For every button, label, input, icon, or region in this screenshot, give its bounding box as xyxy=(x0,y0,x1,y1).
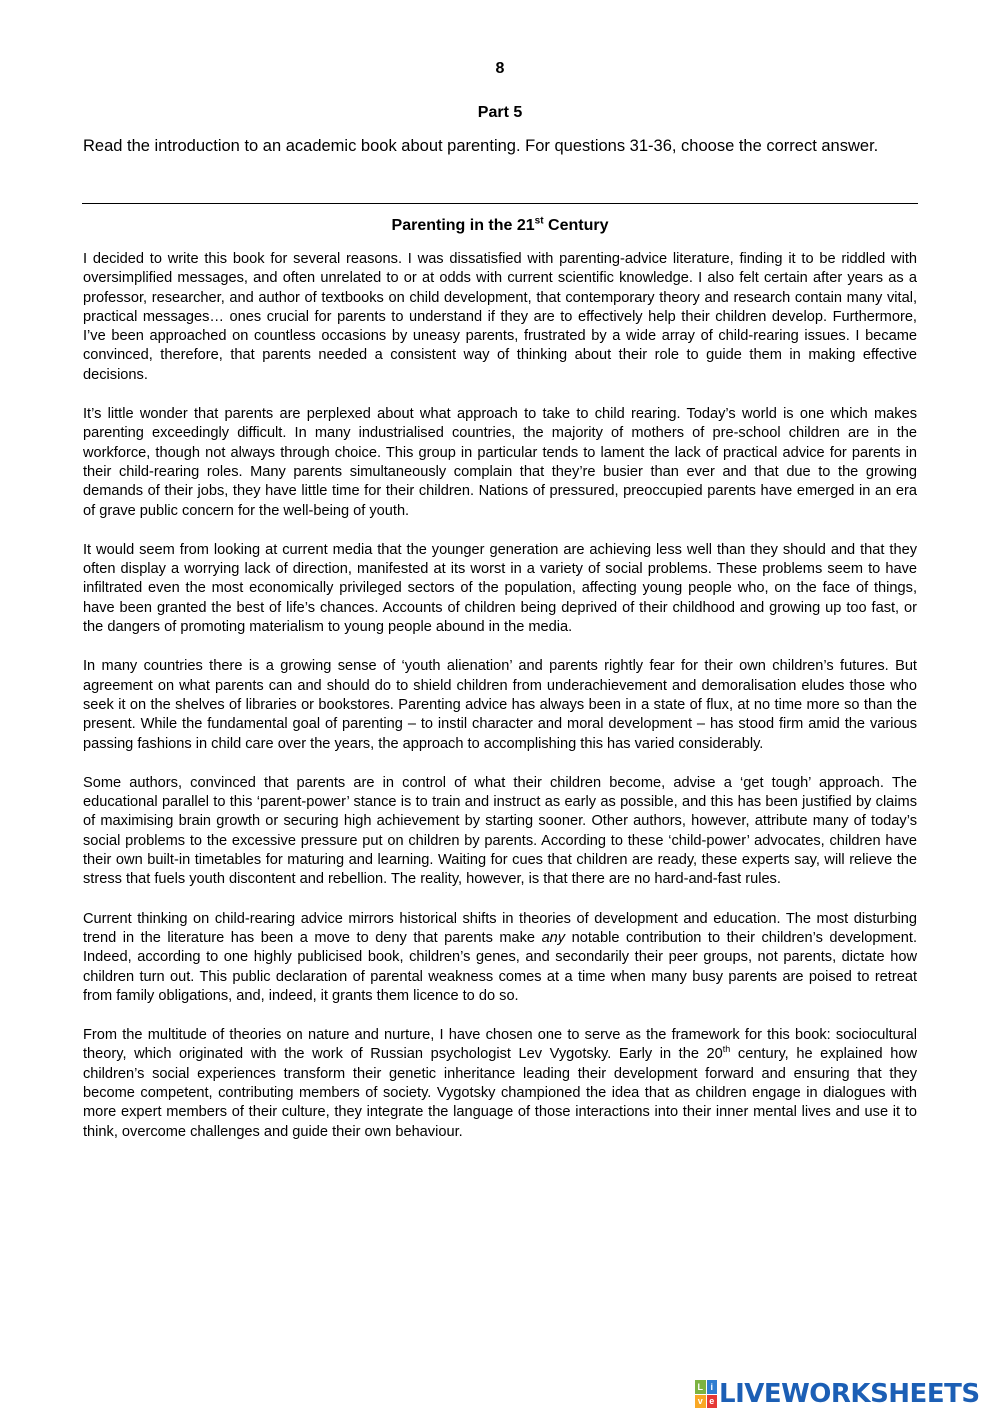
logo-text: LIVEWORKSHEETS xyxy=(719,1379,980,1409)
article-title-end: Century xyxy=(543,217,609,234)
paragraph-text: From the multitude of theories on nature and nurture, I have chosen one to serve as the framework for this book: sociocultural theory, which originated with the work of Russian psychologist Lev Vygotsky. Early in the 20 xyxy=(83,1027,917,1063)
logo-badge-letter: v xyxy=(695,1395,706,1409)
page-number: 8 xyxy=(495,60,505,77)
paragraph: It’s little wonder that parents are perplexed about what approach to take to child rearing. Today’s world is one which makes parenting exceedingly difficult. In many industrialised countries, the majority of mothers of pre-school children are in the workforce, though not always through choice. This group in particular tends to lament the lack of practical advice for parents in their child-rearing roles. Many parents simultaneously complain that they’re busier than ever and that due to the growing demands of their jobs, they have little time for their children. Nations of pressured, preoccupied parents have emerged in an era of grave public concern for the well-being of youth. xyxy=(83,406,917,519)
article-title-sup: st xyxy=(534,215,544,227)
paragraph: I decided to write this book for several reasons. I was dissatisfied with parenting-advice literature, finding it to be riddled with oversimplified messages, and often unrelated to or at odds with current scientific knowledge. I also felt certain after years as a professor, researcher, and author of textbooks on child development, that contemporary theory and research contain many vital, practical messages… ones crucial for parents to understand if they are to effectively help their children develop. Furthermore, I’ve been approached on countless occasions by uneasy parents, frustrated by a wide array of child-rearing issues. I became convinced, therefore, that parents needed a consistent way of thinking about their role to guide them in making effective decisions. xyxy=(83,251,917,383)
logo-badge-letter: e xyxy=(707,1395,718,1409)
paragraph: In many countries there is a growing sense of ‘youth alienation’ and parents rightly fear for their own children’s futures. But agreement on what parents can and should do to shield children from underachievement and demoralisation eludes those who seek it on the shelves of libraries or bookstores. Parenting advice has always been in a state of flux, at no time more so than the present. While the fundamental goal of parenting – to instil character and moral development – has stood firm amid the various passing fashions in child care over the years, the approach to accomplishing this has varied considerably. xyxy=(83,658,917,752)
divider xyxy=(82,203,918,204)
instructions: Read the introduction to an academic book about parenting. For questions 31-36, choose the correct answer. xyxy=(83,137,879,155)
logo-badge-letter: i xyxy=(707,1380,718,1394)
article-title xyxy=(0,214,1000,238)
paragraph xyxy=(83,1026,917,1142)
paragraph: It would seem from looking at current media that the younger generation are achieving less well than they should and that they often display a worrying lack of direction, manifested at its worst in a variety of social problems. These problems seem to have infiltrated even the most economically privileged sectors of the population, affecting young people who, on the face of things, have been granted the best of life’s chances. Accounts of children being deprived of their childhood and growing up too fast, or the dangers of promoting materialism to young people abound in the media. xyxy=(83,541,917,636)
paragraph-superscript: th xyxy=(722,1044,731,1055)
paragraph-text: notable contribution to their children’s development. Indeed, according to one highly publicised book, children’s genes, and secondarily their peer groups, not parents, dictate how children turn out. This public declaration of parental weakness comes at a time when many busy parents are poised to retreat from family obligations, and, indeed, it grants them licence to do so. xyxy=(83,929,918,1004)
liveworksheets-logo xyxy=(695,1376,980,1412)
logo-badge-icon xyxy=(695,1380,717,1408)
article-title-main: Parenting in the 21 xyxy=(391,217,535,234)
logo-badge-letter: L xyxy=(695,1380,706,1394)
article-body xyxy=(83,250,917,1162)
part-heading: Part 5 xyxy=(477,104,523,121)
paragraph: Some authors, convinced that parents are in control of what their children become, advise a ‘get tough’ approach. The educational parallel to this ‘parent-power’ stance is to train and instruct as early as possible, and this has been justified by claims of maximising brain growth or securing high achievement by starting sooner. Other authors, however, attribute many of today’s social problems to the excessive pressure put on children by parents. According to these ‘child-power’ advocates, children have their own built-in timetables for maturing and learning. Waiting for cues that children are ready, these experts say, will relieve the stress that fuels youth discontent and rebellion. The reality, however, is that there are no hard-and-fast rules. xyxy=(83,774,917,888)
paragraph-text: century, he explained how children’s social experiences transform their genetic inheritance leading their development forward and ensuring that they become competent, contributing members of society. Vygotsky championed the idea that as children engage in dialogues with more expert members of their culture, they integrate the language of those interactions into their inner mental lives and use it to think, overcome challenges and guide their own behaviour. xyxy=(83,1046,917,1140)
paragraph-emphasis: any xyxy=(541,929,566,946)
paragraph-text: Current thinking on child-rearing advice mirrors historical shifts in theories of development and education. The most disturbing trend in the literature has been a move to deny that parents make xyxy=(83,910,917,946)
paragraph xyxy=(83,910,917,1006)
